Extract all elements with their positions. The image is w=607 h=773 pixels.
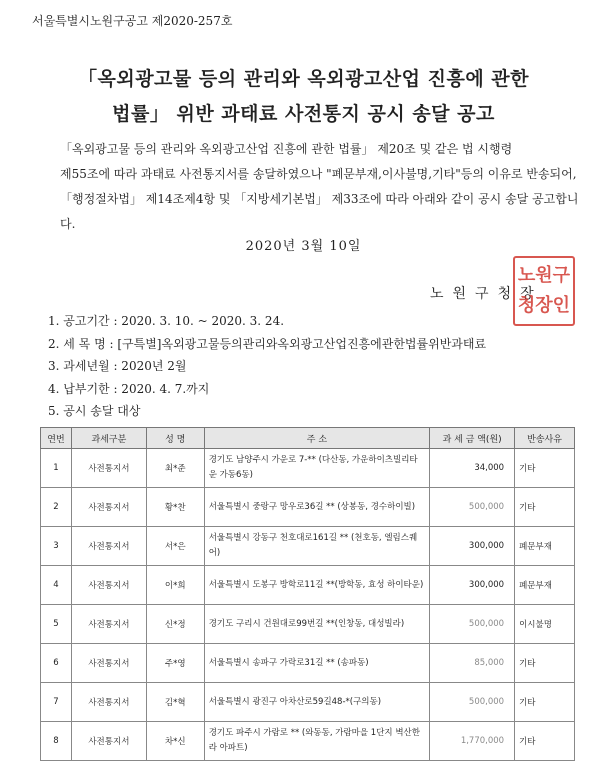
table-row bbox=[41, 644, 575, 683]
header-name: 성 명 bbox=[146, 428, 204, 449]
table-row bbox=[41, 449, 575, 488]
cell-amount: 500,000 bbox=[430, 605, 515, 644]
cell-reason: 기타 bbox=[515, 683, 575, 722]
cell-type: 사전통지서 bbox=[71, 722, 146, 761]
item-due-date: 4. 납부기한 : 2020. 4. 7.까지 bbox=[48, 381, 210, 396]
cell-type: 사전통지서 bbox=[71, 488, 146, 527]
table-row bbox=[41, 527, 575, 566]
cell-reason: 기타 bbox=[515, 722, 575, 761]
cell-no: 3 bbox=[41, 527, 72, 566]
header-amount: 과 세 금 액(원) bbox=[430, 428, 515, 449]
cell-no: 4 bbox=[41, 566, 72, 605]
header-type: 과세구분 bbox=[71, 428, 146, 449]
cell-amount: 34,000 bbox=[430, 449, 515, 488]
cell-name: 황*찬 bbox=[146, 488, 204, 527]
cell-reason: 기타 bbox=[515, 644, 575, 683]
cell-name: 이*희 bbox=[146, 566, 204, 605]
cell-amount: 300,000 bbox=[430, 566, 515, 605]
seal-text-line: 청장인 bbox=[517, 295, 571, 316]
cell-reason: 폐문부재 bbox=[515, 566, 575, 605]
cell-address: 서울특별시 강동구 천호대로161길 ** (천호동, 엘림스퀘어) bbox=[204, 527, 429, 566]
cell-amount: 500,000 bbox=[430, 683, 515, 722]
cell-reason: 이시불명 bbox=[515, 605, 575, 644]
cell-name: 최*준 bbox=[146, 449, 204, 488]
cell-name: 김*혁 bbox=[146, 683, 204, 722]
cell-no: 6 bbox=[41, 644, 72, 683]
cell-address: 서울특별시 광진구 아차산로59길48-*(구의동) bbox=[204, 683, 429, 722]
notice-items bbox=[48, 310, 486, 423]
notice-date: 2020년 3월 10일 bbox=[245, 239, 362, 254]
item-period: 1. 공고기간 : 2020. 3. 10. ~ 2020. 3. 24. bbox=[48, 314, 285, 328]
notice-number-prefix: 서울특별시노원구공고 제2020- bbox=[32, 14, 198, 28]
cell-no: 2 bbox=[41, 488, 72, 527]
cell-reason: 폐문부재 bbox=[515, 527, 575, 566]
cell-address: 서울특별시 도봉구 방학로11길 **(방학동, 효성 하이타운) bbox=[204, 566, 429, 605]
cell-name: 주*영 bbox=[146, 644, 204, 683]
cell-no: 5 bbox=[41, 605, 72, 644]
cell-reason: 기타 bbox=[515, 449, 575, 488]
document-title-line-1: 「옥외광고물 등의 관리와 옥외광고산업 진흥에 관한 bbox=[77, 68, 529, 90]
cell-type: 사전통지서 bbox=[71, 683, 146, 722]
cell-amount: 1,770,000 bbox=[430, 722, 515, 761]
cell-type: 사전통지서 bbox=[71, 566, 146, 605]
cell-address: 서울특별시 중랑구 망우로36길 ** (상봉동, 경수하이빌) bbox=[204, 488, 429, 527]
notice-number bbox=[32, 12, 232, 29]
body-line: 제55조에 따라 과태료 사전통지서를 송달하였으나 "폐문부재,이사불명,기타"등의 이유로 반송되어, bbox=[60, 167, 577, 181]
table-row bbox=[41, 605, 575, 644]
cell-name: 차*신 bbox=[146, 722, 204, 761]
cell-type: 사전통지서 bbox=[71, 605, 146, 644]
notice-number-suffix: 257호 bbox=[197, 14, 233, 28]
table-row bbox=[41, 683, 575, 722]
table-row bbox=[41, 488, 575, 527]
body-line: 「옥외광고물 등의 관리와 옥외광고산업 진흥에 관한 법률」 제20조 및 같은 법 시행령 bbox=[60, 142, 513, 156]
cell-address: 경기도 파주시 가람로 ** (와동동, 가람마을 1단지 벽산한라 아파트) bbox=[204, 722, 429, 761]
table-header-row bbox=[41, 428, 575, 449]
body-line: 「행정절차법」 제14조제4항 및 「지방세기본법」 제33조에 따라 아래와 같이 공시 송달 공고합니다. bbox=[60, 192, 579, 231]
cell-reason: 기타 bbox=[515, 488, 575, 527]
header-reason: 반송사유 bbox=[515, 428, 575, 449]
issuer-name: 노원구청장 bbox=[430, 286, 543, 302]
item-targets: 5. 공시 송달 대상 bbox=[48, 404, 141, 418]
cell-amount: 500,000 bbox=[430, 488, 515, 527]
cell-name: 신*정 bbox=[146, 605, 204, 644]
table-row bbox=[41, 566, 575, 605]
cell-amount: 85,000 bbox=[430, 644, 515, 683]
document-title-line-2: 법률」 위반 과태료 사전통지 공시 송달 공고 bbox=[112, 103, 495, 125]
cell-no: 1 bbox=[41, 449, 72, 488]
cell-type: 사전통지서 bbox=[71, 644, 146, 683]
table-row bbox=[41, 722, 575, 761]
cell-address: 경기도 구리시 건원대로99번길 **(인창동, 대성빌라) bbox=[204, 605, 429, 644]
cell-type: 사전통지서 bbox=[71, 527, 146, 566]
header-address: 주 소 bbox=[204, 428, 429, 449]
cell-amount: 300,000 bbox=[430, 527, 515, 566]
body-paragraph bbox=[60, 137, 580, 237]
cell-address: 서울특별시 송파구 가락로31길 ** (송파동) bbox=[204, 644, 429, 683]
item-tax-name: 2. 세 목 명 : [구특별]옥외광고물등의관리와옥외광고산업진흥에관한법률위반과태료 bbox=[48, 336, 487, 351]
header-no: 연번 bbox=[41, 428, 72, 449]
targets-table bbox=[40, 427, 575, 761]
cell-name: 서*은 bbox=[146, 527, 204, 566]
item-tax-month: 3. 과세년월 : 2020년 2월 bbox=[48, 359, 187, 373]
seal-text-line: 노원구 bbox=[517, 265, 571, 286]
cell-address: 경기도 남양주시 가운로 7-** (다산동, 가운하이츠빌리타운 가동6동) bbox=[204, 449, 429, 488]
cell-type: 사전통지서 bbox=[71, 449, 146, 488]
cell-no: 7 bbox=[41, 683, 72, 722]
official-seal bbox=[513, 256, 575, 326]
cell-no: 8 bbox=[41, 722, 72, 761]
